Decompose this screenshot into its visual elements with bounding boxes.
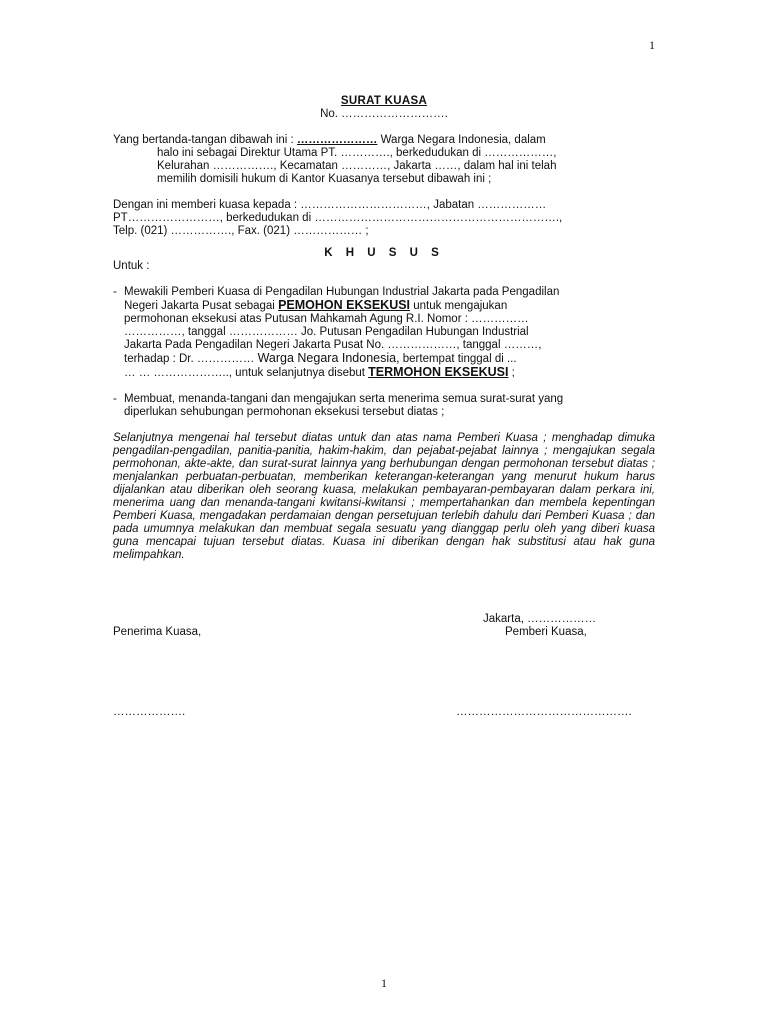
recipient-line-2: PT……………………, berkedudukan di ……………………………………………………….,	[113, 212, 563, 224]
letter-number: No. ……………………….	[320, 108, 448, 120]
letter-body	[113, 95, 655, 562]
item1-line-2: Negeri Jakarta Pusat sebagai PEMOHON EKSEKUSI untuk mengajukan	[124, 299, 508, 312]
item1-line-6: terhadap : Dr. …………… Warga Negara Indonesia, bertempat tinggal di ...	[124, 352, 517, 365]
receiver-label: Penerima Kuasa,	[113, 626, 202, 638]
termohon-eksekusi: TERMOHON EKSEKUSI	[368, 366, 509, 379]
list-dash: -	[113, 286, 117, 298]
intro-line-4: memilih domisili hukum di Kantor Kuasanya tersebut dibawah ini ;	[157, 173, 492, 185]
pemohon-eksekusi: PEMOHON EKSEKUSI	[278, 299, 411, 312]
intro-after-name: Warga Negara Indonesia, dalam	[377, 134, 546, 146]
khusus-heading: K H U S U S	[324, 247, 444, 259]
item1-line-4: ……………, tanggal ……………… Jo. Putusan Pengadilan Hubungan Industrial	[124, 326, 529, 338]
intro-name-blank: …………………	[296, 134, 378, 146]
intro-line-1	[113, 134, 655, 147]
recipient-line-1: Dengan ini memberi kuasa kepada : ……………………………, Jabatan ………………	[113, 199, 547, 211]
list-dash: -	[113, 393, 117, 405]
intro-line-2: halo ini sebagai Direktur Utama PT. …………., berkedudukan di ………………,	[157, 147, 557, 159]
recipient-section	[113, 199, 655, 238]
item1-line-5: Jakarta Pada Pengadilan Negeri Jakarta Pusat No. ………………, tanggal ………,	[124, 339, 542, 351]
authority-paragraph: Selanjutnya mengenai hal tersebut diatas untuk dan atas nama Pemberi Kuasa ; menghadap dimuka pengadilan-pengadilan, panitia-panitia, hakim-hakim, dan pejabat-pejabat lainnya ; mengajukan segala permohonan, akte-akte, dan surat-surat lainnya yang berhubungan dengan permohonan tersebut diatas ; menjalankan perbuatan-perbuatan, memberikan keterangan-keterangan yang menurut hukum harus dijalankan atau diberikan oleh seorang kuasa, melakukan pembayaran-pembayaran dalam perkara ini, menerima uang dan menanda-tangani kwitansi-kwitansi ; mempertahankan dan membela kepentingan Pemberi Kuasa, mengadakan perdamaian dengan persetujuan terlebih dahulu dari Pemberi Kuasa ; dan pada umumnya melakukan dan membuat segala sesuatu yang dianggap perlu oleh yang diberi kuasa guna mencapai tujuan tersebut diatas. Kuasa ini diberikan dengan hak substitusi atau hak guna melimpahkan.	[113, 432, 655, 561]
list-item-represent	[113, 286, 655, 380]
page-number-top: 1	[649, 38, 655, 52]
letter-title: SURAT KUASA	[340, 95, 428, 107]
page-number-bottom: 1	[381, 976, 387, 990]
item2-line-1: Membuat, menanda-tangani dan mengajukan serta menerima semua surat-surat yang	[124, 393, 564, 405]
item2-line-2: diperlukan sehubungan permohonan eksekusi tersebut diatas ;	[124, 406, 445, 418]
item1-line-3: permohonan eksekusi atas Putusan Mahkamah Agung R.I. Nomor : ……………	[124, 313, 529, 325]
untuk-label: Untuk :	[113, 260, 150, 272]
list-item-documents	[113, 393, 655, 419]
receiver-signature-line: ……………….	[113, 706, 186, 718]
giver-label: Pemberi Kuasa,	[505, 626, 587, 638]
intro-section	[113, 134, 655, 186]
intro-lead: Yang bertanda-tangan dibawah ini :	[113, 134, 297, 146]
place-date: Jakarta, ………………	[483, 613, 597, 625]
recipient-line-3: Telp. (021) ……………., Fax. (021) ……………… ;	[113, 225, 369, 237]
item1-line-1: Mewakili Pemberi Kuasa di Pengadilan Hubungan Industrial Jakarta pada Pengadilan	[124, 286, 560, 298]
item1-line-7: … … ……………….., untuk selanjutnya disebut TERMOHON EKSEKUSI ;	[124, 366, 515, 379]
intro-line-3: Kelurahan ……………., Kecamatan …………, Jakarta ……, dalam hal ini telah	[157, 160, 557, 172]
giver-signature-line: ……………………………………….	[456, 706, 632, 718]
